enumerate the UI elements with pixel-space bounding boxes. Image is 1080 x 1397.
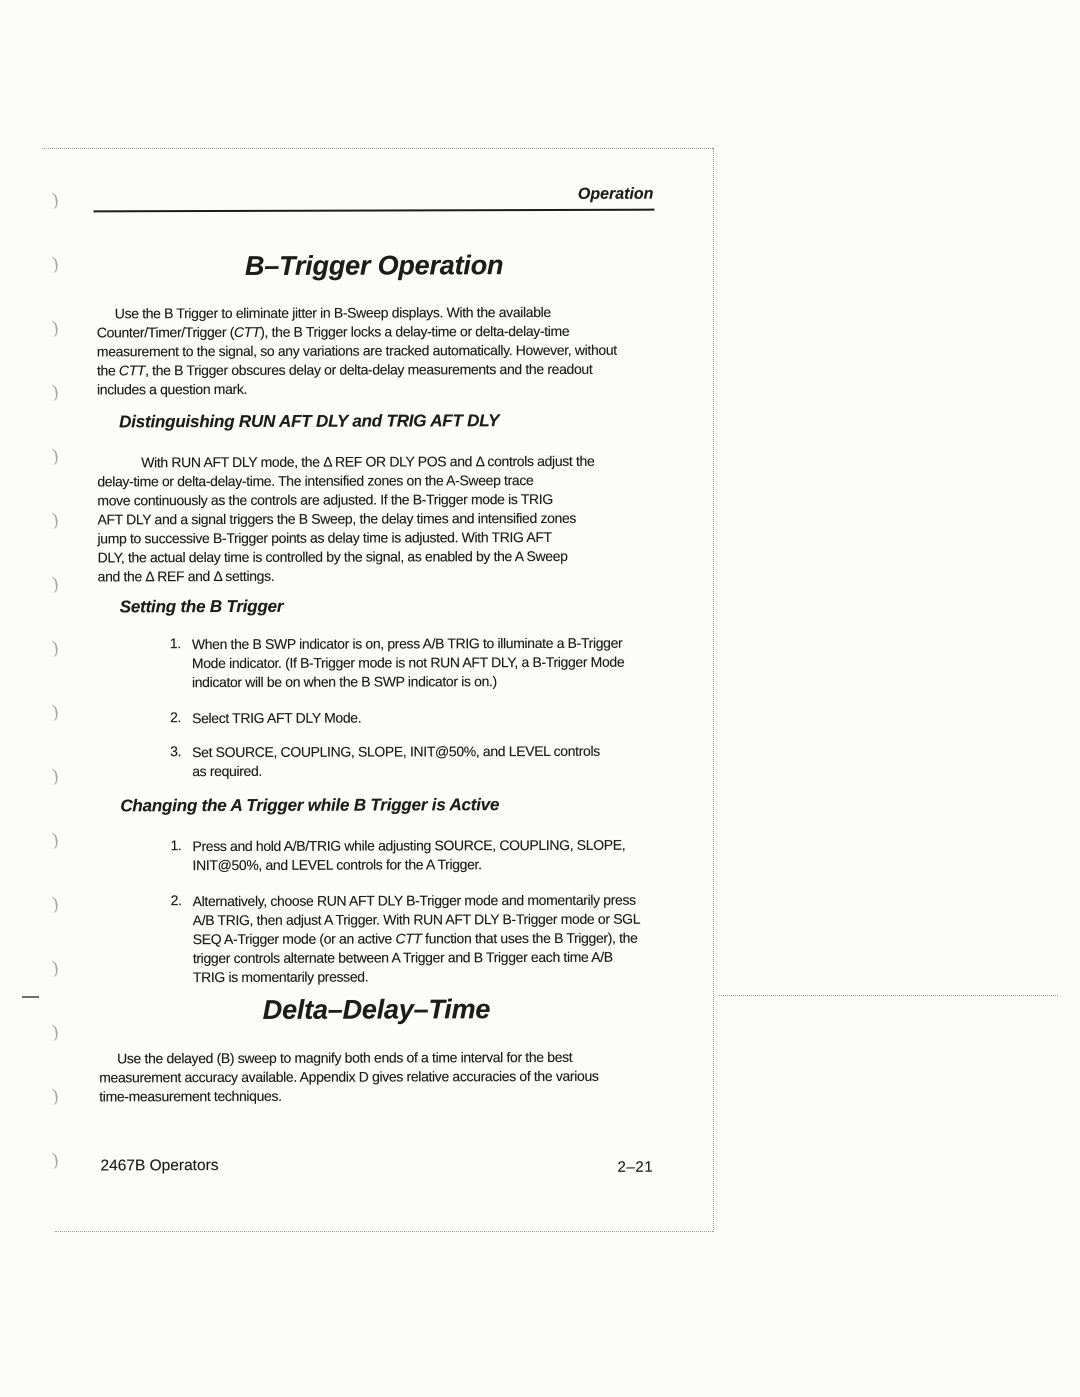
binding-mark-icon: ) xyxy=(50,253,61,276)
binding-mark-icon: ) xyxy=(50,637,61,660)
paragraph-line: With RUN AFT DLY mode, the Δ REF OR DLY POS and Δ controls adjust the xyxy=(141,452,595,471)
list-item xyxy=(0,707,720,727)
paragraph-line: delay-time or delta-delay-time. The intensified zones on the A-Sweep trace xyxy=(97,472,534,490)
list-item-text xyxy=(192,742,682,782)
list-item-number: 2. xyxy=(170,709,182,726)
paragraph-line: SEQ A-Trigger mode (or an active CTT function that uses the B Trigger), the xyxy=(192,929,638,948)
paragraph-line: Mode indicator. (If B-Trigger mode is not RUN AFT DLY, a B-Trigger Mode xyxy=(191,653,625,672)
paragraph-line: measurement to the signal, so any variations are tracked automatically. However, without xyxy=(96,341,617,360)
paragraph-line: indicator will be on when the B SWP indicator is on.) xyxy=(191,673,497,691)
paragraph-line: A/B TRIG, then adjust A Trigger. With RUN AFT DLY B-Trigger mode or SGL xyxy=(192,910,641,929)
binding-mark-icon: ) xyxy=(50,1149,61,1172)
binding-mark-icon: ) xyxy=(50,829,61,852)
paragraph-line: TRIG is momentarily pressed. xyxy=(192,968,369,986)
list-item-number: 1. xyxy=(170,837,182,854)
binding-mark-icon: ) xyxy=(50,381,61,404)
paragraph-line: DLY, the actual delay time is controlled by the signal, as enabled by the A Sweep xyxy=(97,547,568,566)
distinguishing-paragraph xyxy=(97,452,662,587)
list-item-number: 3. xyxy=(170,743,182,760)
paragraph-line: jump to successive B-Trigger points as delay time is adjusted. With TRIG AFT xyxy=(97,528,552,547)
list-item-number: 2. xyxy=(170,892,182,909)
paragraph-line: INIT@50%, and LEVEL controls for the A Trigger. xyxy=(192,856,482,874)
binding-mark-icon: ) xyxy=(50,765,61,788)
binding-mark-icon: ) xyxy=(50,701,61,724)
running-header: Operation xyxy=(577,185,654,203)
paragraph-line: Press and hold A/B/TRIG while adjusting SOURCE, COUPLING, SLOPE, xyxy=(192,836,626,855)
list-item-text xyxy=(192,708,682,729)
paragraph-line: time-measurement techniques. xyxy=(99,1087,282,1105)
paragraph-line: Select TRIG AFT DLY Mode. xyxy=(192,709,362,727)
binding-mark-icon: ) xyxy=(50,189,61,212)
paragraph-line: trigger controls alternate between A Trigger and B Trigger each time A/B xyxy=(192,948,613,967)
heading-setting: Setting the B Trigger xyxy=(119,596,284,617)
list-item xyxy=(0,835,720,874)
binding-mark-icon: ) xyxy=(50,445,61,468)
list-item-text xyxy=(193,891,683,988)
binding-mark-icon: ) xyxy=(50,957,61,980)
heading-distinguishing: Distinguishing RUN AFT DLY and TRIG AFT DLY xyxy=(119,411,500,432)
binding-mark-icon: ) xyxy=(50,893,61,916)
intro-paragraph xyxy=(97,303,662,400)
section-title-delta: Delta–Delay–Time xyxy=(262,994,491,1025)
paragraph-line: When the B SWP indicator is on, press A/B TRIG to illuminate a B-Trigger xyxy=(191,634,623,653)
heading-changing: Changing the A Trigger while B Trigger is Active xyxy=(120,795,500,816)
list-item xyxy=(0,741,720,780)
paragraph-line: measurement accuracy available. Appendix D gives relative accuracies of the various xyxy=(99,1067,599,1086)
paragraph-line: AFT DLY and a signal triggers the B Sweep, the delay times and intensified zones xyxy=(97,509,577,528)
paragraph-line: Set SOURCE, COUPLING, SLOPE, INIT@50%, and LEVEL controls xyxy=(192,742,600,761)
paragraph-line: as required. xyxy=(192,762,262,780)
paragraph-line: and the Δ REF and Δ settings. xyxy=(97,567,275,585)
paragraph-line: move continuously as the controls are adjusted. If the B-Trigger mode is TRIG xyxy=(97,490,553,509)
section-title-b-trigger: B–Trigger Operation xyxy=(244,250,504,281)
binding-mark-icon: ) xyxy=(50,317,61,340)
paragraph-line: the CTT, the B Trigger obscures delay or delta-delay measurements and the readout xyxy=(96,360,593,379)
binding-mark-icon: ) xyxy=(50,509,61,532)
binding-mark-icon: ) xyxy=(50,573,61,596)
list-item xyxy=(1,890,721,986)
list-item-number: 1. xyxy=(169,635,181,652)
binding-mark-icon: ) xyxy=(50,1021,61,1044)
paragraph-line: Use the B Trigger to eliminate jitter in B-Sweep displays. With the available xyxy=(114,303,551,322)
paragraph-line: includes a question mark. xyxy=(97,380,248,398)
list-item-text xyxy=(192,836,682,876)
paragraph-line: Use the delayed (B) sweep to magnify both ends of a time interval for the best xyxy=(117,1048,573,1067)
delta-paragraph xyxy=(99,1048,664,1107)
binding-mark-icon: ) xyxy=(50,1085,61,1108)
header-rule xyxy=(93,209,654,213)
list-item xyxy=(0,633,720,691)
paragraph-line: Counter/Timer/Trigger (CTT), the B Trigger locks a delay-time or delta-delay-time xyxy=(96,322,570,341)
footer-page-number: 2–21 xyxy=(617,1158,654,1176)
paragraph-line: Alternatively, choose RUN AFT DLY B-Trigger mode and momentarily press xyxy=(192,891,636,910)
list-item-text xyxy=(192,634,682,693)
footer-doc-title: 2467B Operators xyxy=(100,1157,219,1175)
